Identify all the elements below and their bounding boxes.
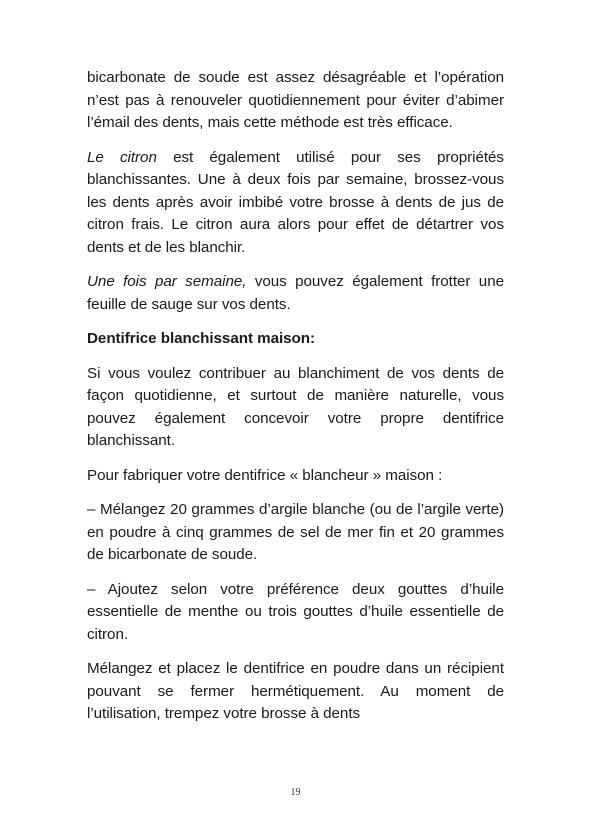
- paragraph-instructions: Mélangez et placez le dentifrice en poudre dans un récipient pouvant se fermer hermétiquement. Au moment de l’utilisation, trempez votre brosse à dents: [87, 660, 504, 722]
- paragraph-bicarbonate: bicarbonate de soude est assez désagréable et l’opération n’est pas à renouveler quotidiennement pour éviter d’abimer l’émail des dents, mais cette méthode est très efficace.: [87, 69, 504, 131]
- paragraph-sauge: [87, 271, 504, 316]
- section-heading: Dentifrice blanchissant maison:: [87, 330, 316, 347]
- paragraph-citron-text: est également utilisé pour ses propriétés blanchissantes. Une à deux fois par semaine, brossez-vous les dents après avoir imbibé votre brosse à dents de jus de citron frais. Le citron aura alors pour effet de détartrer vos dents et de les blanchir.: [87, 148, 504, 256]
- paragraph-step-2: – Ajoutez selon votre préférence deux gouttes d’huile essentielle de menthe ou trois gouttes d’huile essentielle de citron.: [87, 580, 504, 643]
- paragraph-citron-italic: Le citron: [87, 148, 157, 166]
- paragraph-step-1: – Mélangez 20 grammes d’argile blanche (ou de l’argile verte) en poudre à cinq grammes de sel de mer fin et 20 grammes de bicarbonate de soude.: [87, 501, 504, 563]
- page-body: [87, 67, 504, 738]
- paragraph-intro: Si vous voulez contribuer au blanchiment de vos dents de façon quotidienne, et surtout de manière naturelle, vous pouvez également concevoir votre propre dentifrice blanchissant.: [87, 364, 504, 449]
- paragraph-sauge-italic: Une fois par semaine,: [87, 273, 247, 290]
- page-number: 19: [290, 787, 301, 798]
- paragraph-recipe-lead: Pour fabriquer votre dentifrice « blancheur » maison :: [87, 466, 443, 484]
- paragraph-citron: [87, 147, 504, 260]
- paragraph-sauge-text: vous pouvez également frotter une feuille de sauge sur vos dents.: [87, 273, 504, 313]
